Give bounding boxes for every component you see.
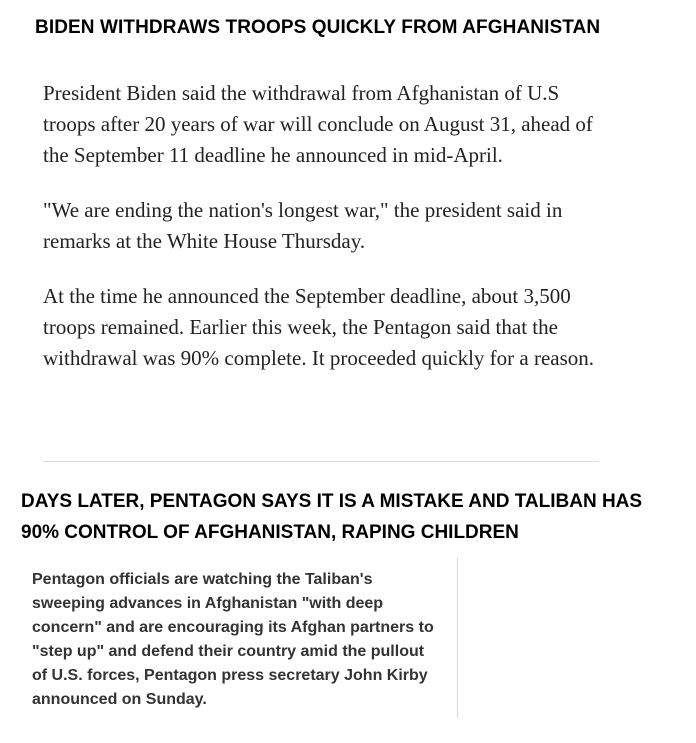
article-paragraph-2: "We are ending the nation's longest war," the president said in remarks at the White House Thursday. xyxy=(43,198,563,253)
article-paragraph-1: President Biden said the withdrawal from Afghanistan of U.S troops after 20 years of war will conclude on August 31, ahead of the September 11 deadline he announced in mid-April. xyxy=(43,81,593,167)
excerpt-divider xyxy=(457,558,458,718)
article-body xyxy=(43,78,603,398)
headline-bottom: DAYS LATER, PENTAGON SAYS IT IS A MISTAKE AND TALIBAN HAS 90% CONTROL OF AFGHANISTAN, RAPING CHILDREN xyxy=(21,491,643,543)
article-paragraph-3: At the time he announced the September deadline, about 3,500 troops remained. Earlier this week, the Pentagon said that the withdrawal was 90% complete. It proceeded quickly for a reason. xyxy=(43,284,595,370)
section-divider xyxy=(43,461,599,462)
headline-top: BIDEN WITHDRAWS TROOPS QUICKLY FROM AFGHANISTAN xyxy=(35,17,601,38)
pentagon-excerpt: Pentagon officials are watching the Taliban's sweeping advances in Afghanistan "with deep concern" and are encouraging its Afghan partners to "step up" and defend their country amid the pullout of U.S. forces, Pentagon press secretary John Kirby announced on Sunday. xyxy=(32,571,434,708)
